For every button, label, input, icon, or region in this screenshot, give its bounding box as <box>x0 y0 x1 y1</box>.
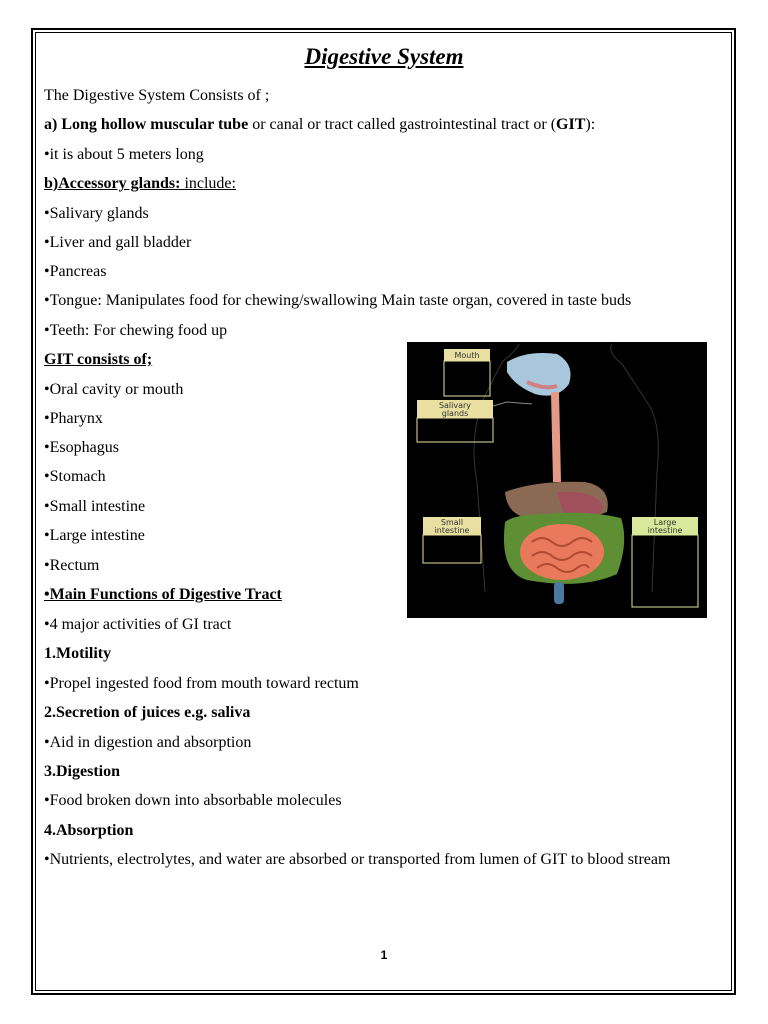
page-number: 1 <box>380 948 388 962</box>
page-title: Digestive System <box>304 44 464 69</box>
mouth-label-frame <box>444 361 490 396</box>
activity-desc: •Food broken down into absorbable molecules <box>44 792 342 809</box>
mouth-label: Mouth <box>454 351 480 360</box>
rectum-shape <box>554 582 564 604</box>
intro-line: The Digestive System Consists of ; <box>44 87 270 104</box>
activity-desc: •Nutrients, electrolytes, and water are absorbed or transported from lumen of GIT to blood stream <box>44 851 671 868</box>
git-heading: GIT consists of; <box>44 351 153 368</box>
list-item: •Oral cavity or mouth <box>44 381 184 398</box>
tube-line <box>44 115 595 135</box>
esophagus-shape <box>555 392 557 482</box>
accessory-heading <box>44 174 236 194</box>
salivary-label-frame <box>417 418 493 442</box>
length-note: •it is about 5 meters long <box>44 146 204 163</box>
salivary-label-line2: glands <box>441 409 469 418</box>
diagram-svg <box>407 342 707 618</box>
accessory-label: b)Accessory glands: <box>44 175 181 192</box>
activity-title: 3.Digestion <box>44 763 120 780</box>
activity-desc: •Propel ingested food from mouth toward rectum <box>44 675 359 692</box>
small-intestine-label-frame <box>423 535 481 563</box>
git-abbr: GIT <box>556 116 586 133</box>
list-item: •Esophagus <box>44 439 119 456</box>
digestive-system-diagram <box>407 342 707 618</box>
tube-text: or canal or tract called gastrointestinal tract or ( <box>248 116 557 133</box>
small-intestine-label-line2: intestine <box>434 526 470 535</box>
list-item: •Salivary glands <box>44 205 149 222</box>
functions-heading: •Main Functions of Digestive Tract <box>44 586 282 603</box>
head-shape <box>507 353 571 396</box>
small-intestine-label-line1: Small <box>440 518 464 527</box>
functions-intro: •4 major activities of GI tract <box>44 616 232 633</box>
list-item: •Large intestine <box>44 527 145 544</box>
accessory-include: include: <box>180 175 236 192</box>
list-item: •Tongue: Manipulates food for chewing/swallowing Main taste organ, covered in taste buds <box>44 292 632 309</box>
large-intestine-label-frame <box>632 535 698 607</box>
tube-end: ): <box>585 116 596 133</box>
list-item: •Stomach <box>44 468 106 485</box>
activity-title: 1.Motility <box>44 645 112 662</box>
salivary-label-line1: Salivary <box>438 401 472 410</box>
tube-label: a) Long hollow muscular tube <box>44 116 249 133</box>
list-item: •Rectum <box>44 557 100 574</box>
list-item: •Pancreas <box>44 263 107 280</box>
small-intestine-shape <box>520 524 604 580</box>
list-item: •Pharynx <box>44 410 103 427</box>
large-intestine-label-line1: Large <box>653 518 677 527</box>
large-intestine-label-line2: intestine <box>647 526 683 535</box>
list-item: •Small intestine <box>44 498 146 515</box>
activity-desc: •Aid in digestion and absorption <box>44 734 252 751</box>
activity-title: 4.Absorption <box>44 822 134 839</box>
list-item: •Teeth: For chewing food up <box>44 322 228 339</box>
list-item: •Liver and gall bladder <box>44 234 192 251</box>
activity-title: 2.Secretion of juices e.g. saliva <box>44 704 251 721</box>
